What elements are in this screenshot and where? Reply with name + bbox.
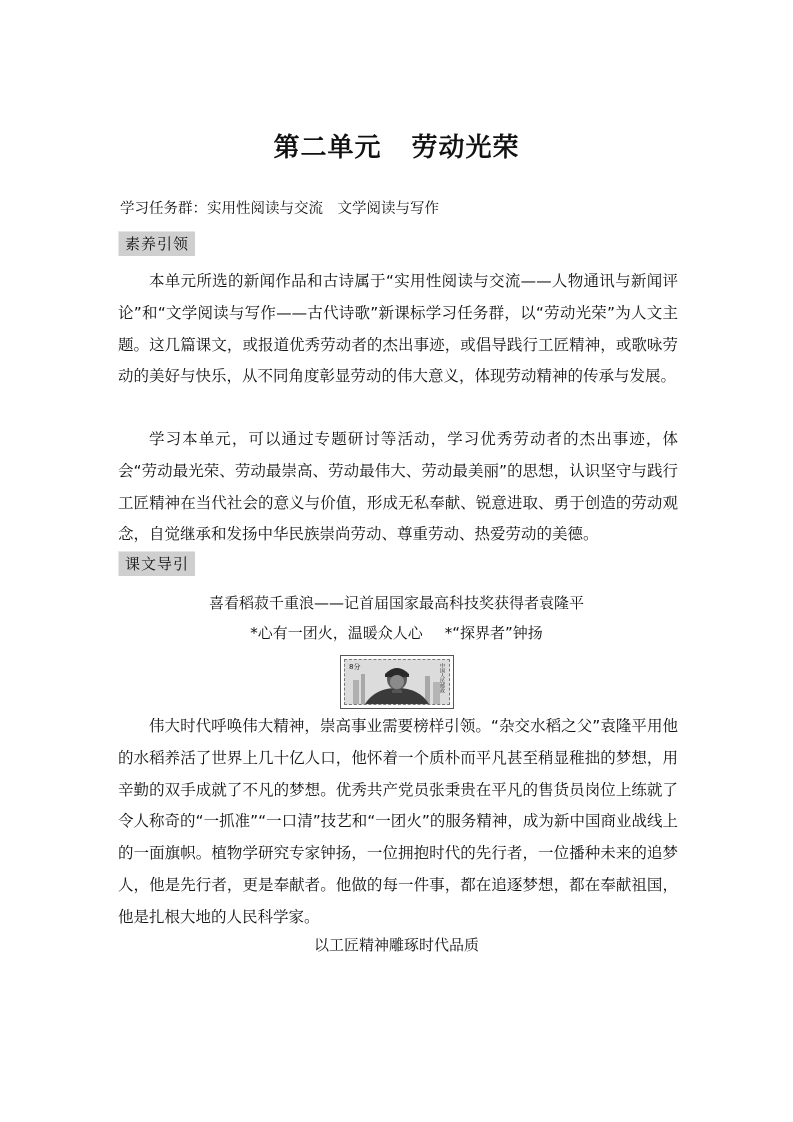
- worker-portrait-icon: [345, 660, 449, 704]
- lesson-title-craftsman-spirit: 以工匠精神雕琢时代品质: [313, 936, 479, 954]
- unit-number: 第二单元: [273, 133, 382, 163]
- stamp-picture: [344, 659, 450, 705]
- lesson-titles-row: [0, 622, 793, 643]
- lesson-title-yuan-longping: 喜看稻菽千重浪——记首届国家最高科技奖获得者袁隆平: [208, 594, 584, 612]
- postage-stamp-image: [340, 655, 454, 709]
- section-tag-lesson-guide: 课文导引: [118, 551, 195, 576]
- lesson-title-explorer: *“探界者”钟扬: [444, 624, 543, 642]
- stamp-denomination: 8分: [349, 663, 361, 671]
- page-title: [0, 127, 793, 164]
- lesson-guide-paragraph: 伟大时代呼唤伟大精神，崇高事业需要榜样引领。“杂交水稻之父”袁隆平用他的水稻养活了世界上几十亿人口，他怀着一个质朴而平凡甚至稍显稚拙的梦想，用辛勤的双手成就了不凡的梦想。优秀共产党员张秉贵在平凡的售货员岗位上练就了令人称奇的“一抓准”“一口清”技艺和“一团火”的服务精神，成为新中国商业战线上的一面旗帜。植物学研究专家钟扬，一位拥抱时代的先行者，一位播种未来的追梦人，他是先行者，更是奉献者。他做的每一件事，都在追逐梦想，都在奉献祖国，他是扎根大地的人民科学家。: [118, 717, 678, 926]
- section-tag-literacy: 素养引领: [118, 231, 195, 256]
- unit-theme: 劳动光荣: [411, 133, 520, 163]
- intro-paragraph-1: 本单元所选的新闻作品和古诗属于“实用性阅读与交流——人物通讯与新闻评论”和“文学阅读与写作——古代诗歌”新课标学习任务群，以“劳动光荣”为人文主题。这几篇课文，或报道优秀劳动者的杰出事迹，或倡导践行工匠精神，或歌咏劳动的美好与快乐，从不同角度彰显劳动的伟大意义，体现劳动精神的传承与发展。: [118, 272, 678, 386]
- task-group-line: 学习任务群：实用性阅读与交流 文学阅读与写作: [120, 201, 439, 217]
- lesson-title-warm-heart: *心有一团火，温暖众人心: [250, 624, 423, 642]
- intro-paragraph-2: 学习本单元，可以通过专题研讨等活动，学习优秀劳动者的杰出事迹，体会“劳动最光荣、劳动最崇高、劳动最伟大、劳动最美丽”的思想，认识坚守与践行工匠精神在当代社会的意义与价值，形成无私奉献、锐意进取、勇于创造的劳动观念，自觉继承和发扬中华民族崇尚劳动、尊重劳动、热爱劳动的美德。: [118, 430, 678, 544]
- stamp-issuer: 中国人民邮政: [439, 663, 445, 693]
